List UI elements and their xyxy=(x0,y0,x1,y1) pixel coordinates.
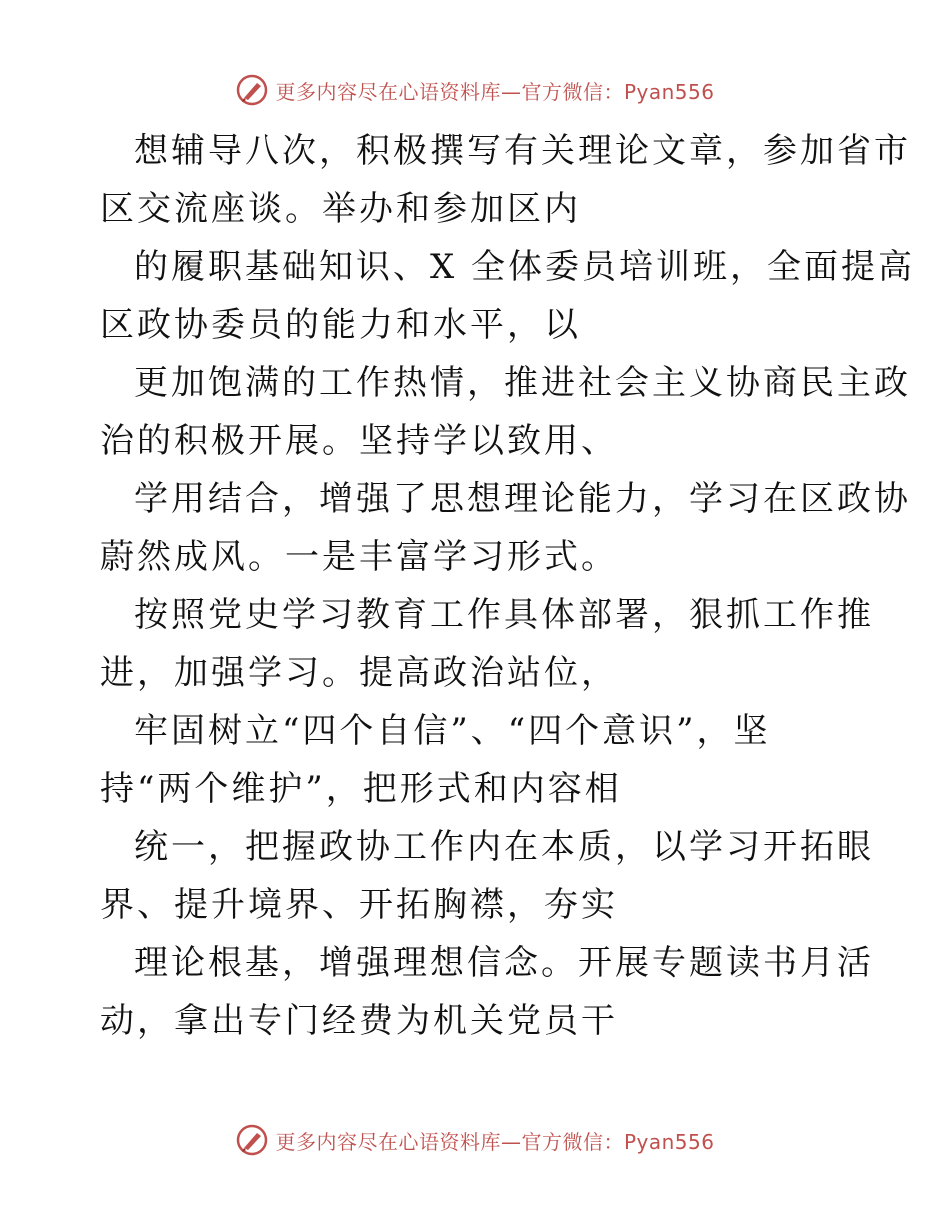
paragraph-line: 动，拿出专门经费为机关党员干 xyxy=(100,1001,618,1041)
paragraph-line: 理论根基，增强理想信念。开展专题读书月活 xyxy=(134,943,874,983)
header-watermark xyxy=(0,70,950,110)
paragraph xyxy=(100,122,911,238)
pen-logo-icon xyxy=(235,73,269,107)
paragraph-line: 蔚然成风。一是丰富学习形式。 xyxy=(100,537,618,577)
paragraph-line: 区交流座谈。举办和参加区内 xyxy=(100,189,581,229)
paragraph-line: 统一，把握政协工作内在本质，以学习开拓眼 xyxy=(134,827,874,867)
paragraph xyxy=(100,470,911,586)
watermark-wechat: 官方微信：Pyan556 xyxy=(521,1129,715,1154)
paragraph xyxy=(100,238,916,354)
watermark-dash: — xyxy=(500,79,522,104)
watermark-main: 更多内容尽在心语资料库 xyxy=(275,79,501,104)
paragraph xyxy=(100,934,874,1050)
paragraph-line: 持“两个维护”，把形式和内容相 xyxy=(100,769,622,809)
paragraph-line: 按照党史学习教育工作具体部署，狠抓工作推 xyxy=(134,595,874,635)
watermark-dash: — xyxy=(500,1129,522,1154)
paragraph-line: 治的积极开展。坚持学以致用、 xyxy=(100,421,618,461)
paragraph-line: 进，加强学习。提高政治站位， xyxy=(100,653,618,693)
body-text xyxy=(100,122,916,1050)
paragraph xyxy=(100,702,860,818)
pen-logo-icon xyxy=(235,1123,269,1157)
paragraph-line: 区政协委员的能力和水平，以 xyxy=(100,305,581,345)
watermark-wechat: 官方微信：Pyan556 xyxy=(521,79,715,104)
watermark-text xyxy=(275,1126,714,1155)
watermark-main: 更多内容尽在心语资料库 xyxy=(275,1129,501,1154)
paragraph-line: 更加饱满的工作热情，推进社会主义协商民主政 xyxy=(134,363,911,403)
paragraph-line: 想辅导八次，积极撰写有关理论文章，参加省市 xyxy=(134,131,911,171)
footer-watermark xyxy=(0,1120,950,1160)
paragraph xyxy=(100,586,874,702)
paragraph-line: 界、提升境界、开拓胸襟，夯实 xyxy=(100,885,618,925)
watermark-text xyxy=(275,76,714,105)
paragraph xyxy=(100,354,911,470)
paragraph-line: 牢固树立“四个自信”、“四个意识”，坚 xyxy=(134,711,771,751)
paragraph-line: 学用结合，增强了思想理论能力，学习在区政协 xyxy=(134,479,911,519)
paragraph-line: 的履职基础知识、X 全体委员培训班，全面提高 xyxy=(134,247,916,287)
paragraph xyxy=(100,818,874,934)
